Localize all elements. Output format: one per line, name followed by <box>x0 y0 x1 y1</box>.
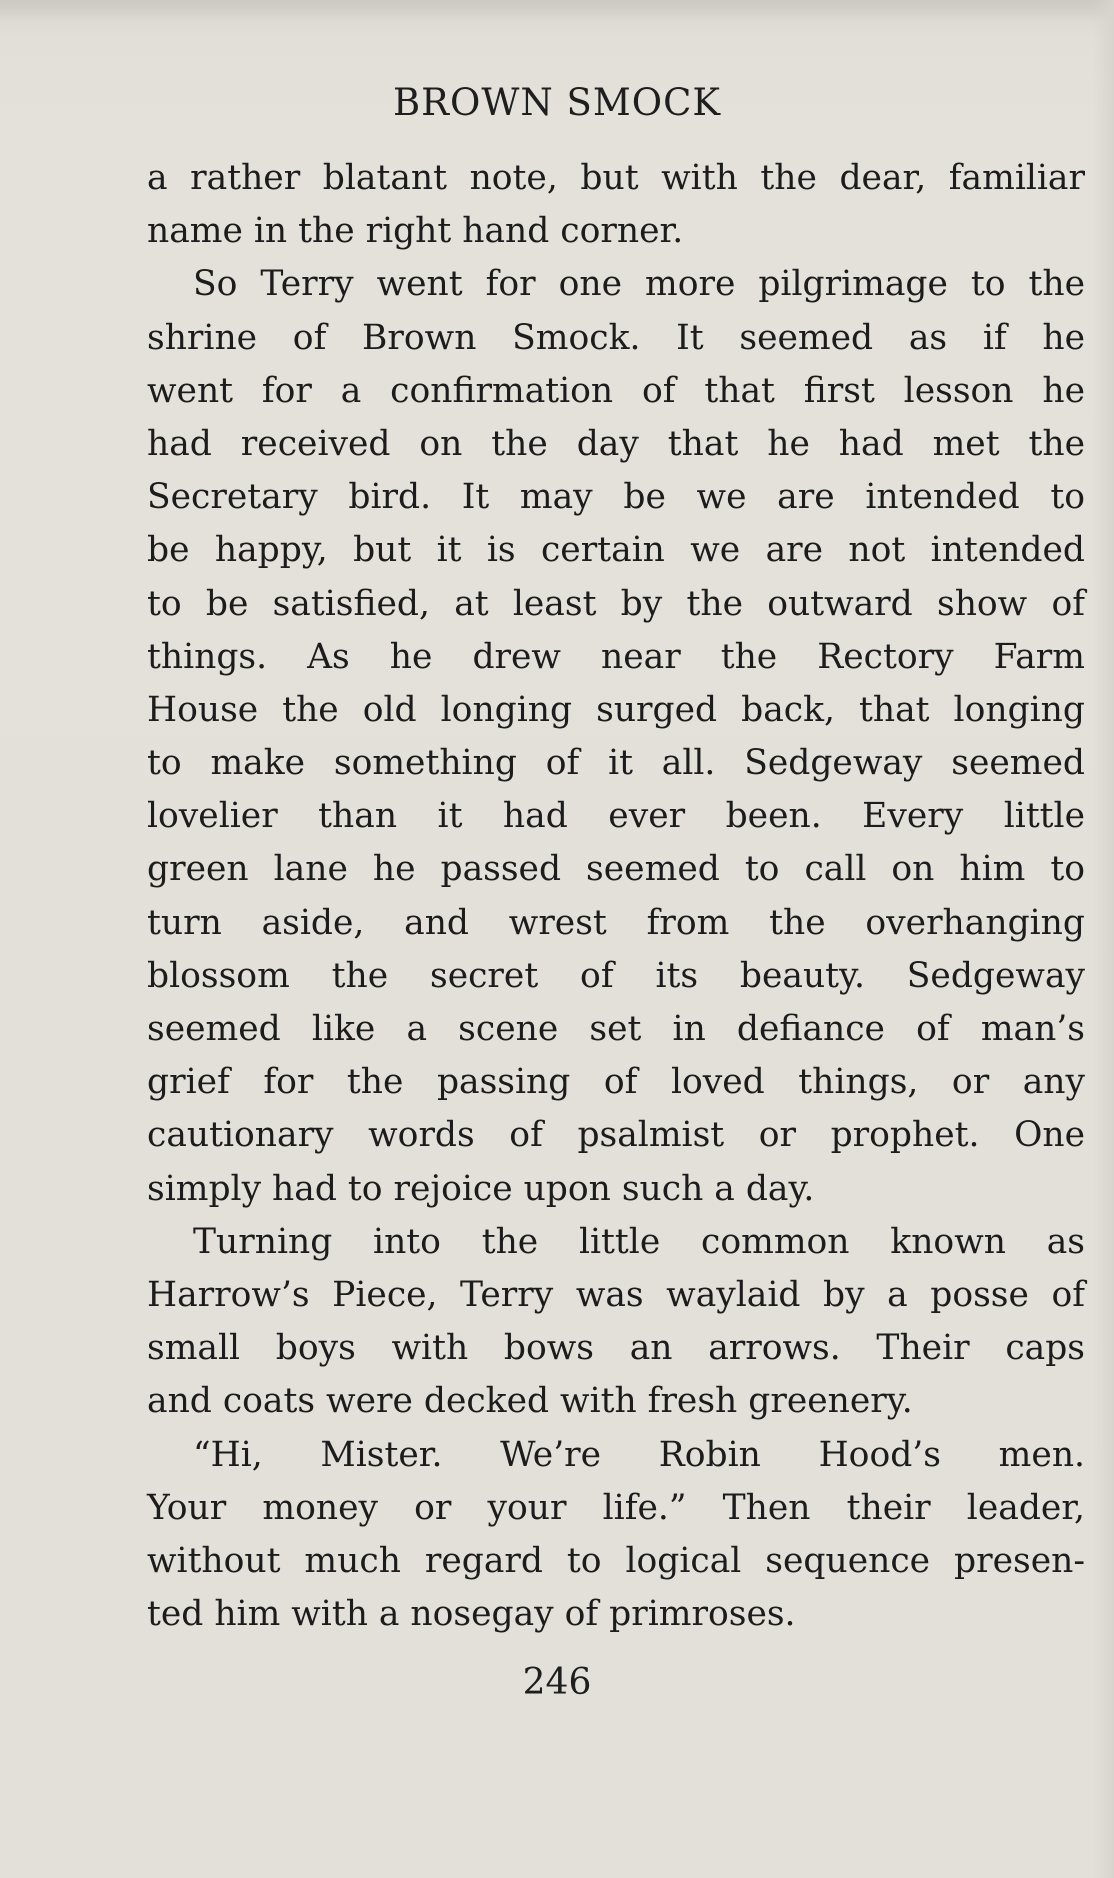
text-line: to make something of it all. Sedgeway seemed <box>147 743 1085 784</box>
text-line: cautionary words of psalmist or prophet. One <box>147 1115 1085 1156</box>
text-line: went for a confirmation of that first lesson he <box>147 370 1085 411</box>
text-line: without much regard to logical sequence presen- <box>147 1540 1085 1581</box>
body-text <box>147 152 1085 1641</box>
page-right-edge <box>1092 0 1114 1878</box>
text-line: name in the right hand corner. <box>147 211 684 252</box>
text-line: lovelier than it had ever been. Every little <box>147 796 1085 837</box>
text-line: to be satisfied, at least by the outward show of <box>147 583 1085 624</box>
text-line: Your money or your life.” Then their leader, <box>147 1487 1085 1528</box>
text-line: Secretary bird. It may be we are intended to <box>147 477 1085 518</box>
text-line: shrine of Brown Smock. It seemed as if he <box>147 317 1085 358</box>
text-line: seemed like a scene set in defiance of man’s <box>147 1009 1085 1049</box>
text-line: things. As he drew near the Rectory Farm <box>147 636 1085 677</box>
text-line: turn aside, and wrest from the overhanging <box>147 902 1085 943</box>
text-line: simply had to rejoice upon such a day. <box>147 1168 815 1209</box>
text-line: small boys with bows an arrows. Their caps <box>147 1328 1085 1369</box>
text-line: be happy, but it is certain we are not intended <box>147 530 1085 571</box>
text-line: had received on the day that he had met the <box>147 423 1085 464</box>
text-line: a rather blatant note, but with the dear, familiar <box>147 158 1085 198</box>
text-line: Harrow’s Piece, Terry was waylaid by a posse of <box>147 1274 1085 1315</box>
text-line: So Terry went for one more pilgrimage to the <box>193 264 1085 305</box>
text-line: ted him with a nosegay of primroses. <box>147 1594 796 1635</box>
page-number: 246 <box>522 1662 592 1703</box>
text-line: and coats were decked with fresh greenery. <box>147 1381 913 1422</box>
text-line: House the old longing surged back, that longing <box>147 689 1085 730</box>
text-line: green lane he passed seemed to call on him to <box>147 849 1085 890</box>
running-head: BROWN SMOCK <box>392 81 722 124</box>
page-top-shadow <box>0 0 1114 22</box>
text-line: “Hi, Mister. We’re Robin Hood’s men. <box>193 1434 1085 1475</box>
text-line: grief for the passing of loved things, or any <box>147 1062 1085 1103</box>
text-line: Turning into the little common known as <box>193 1221 1085 1262</box>
text-line: blossom the secret of its beauty. Sedgeway <box>147 955 1085 996</box>
